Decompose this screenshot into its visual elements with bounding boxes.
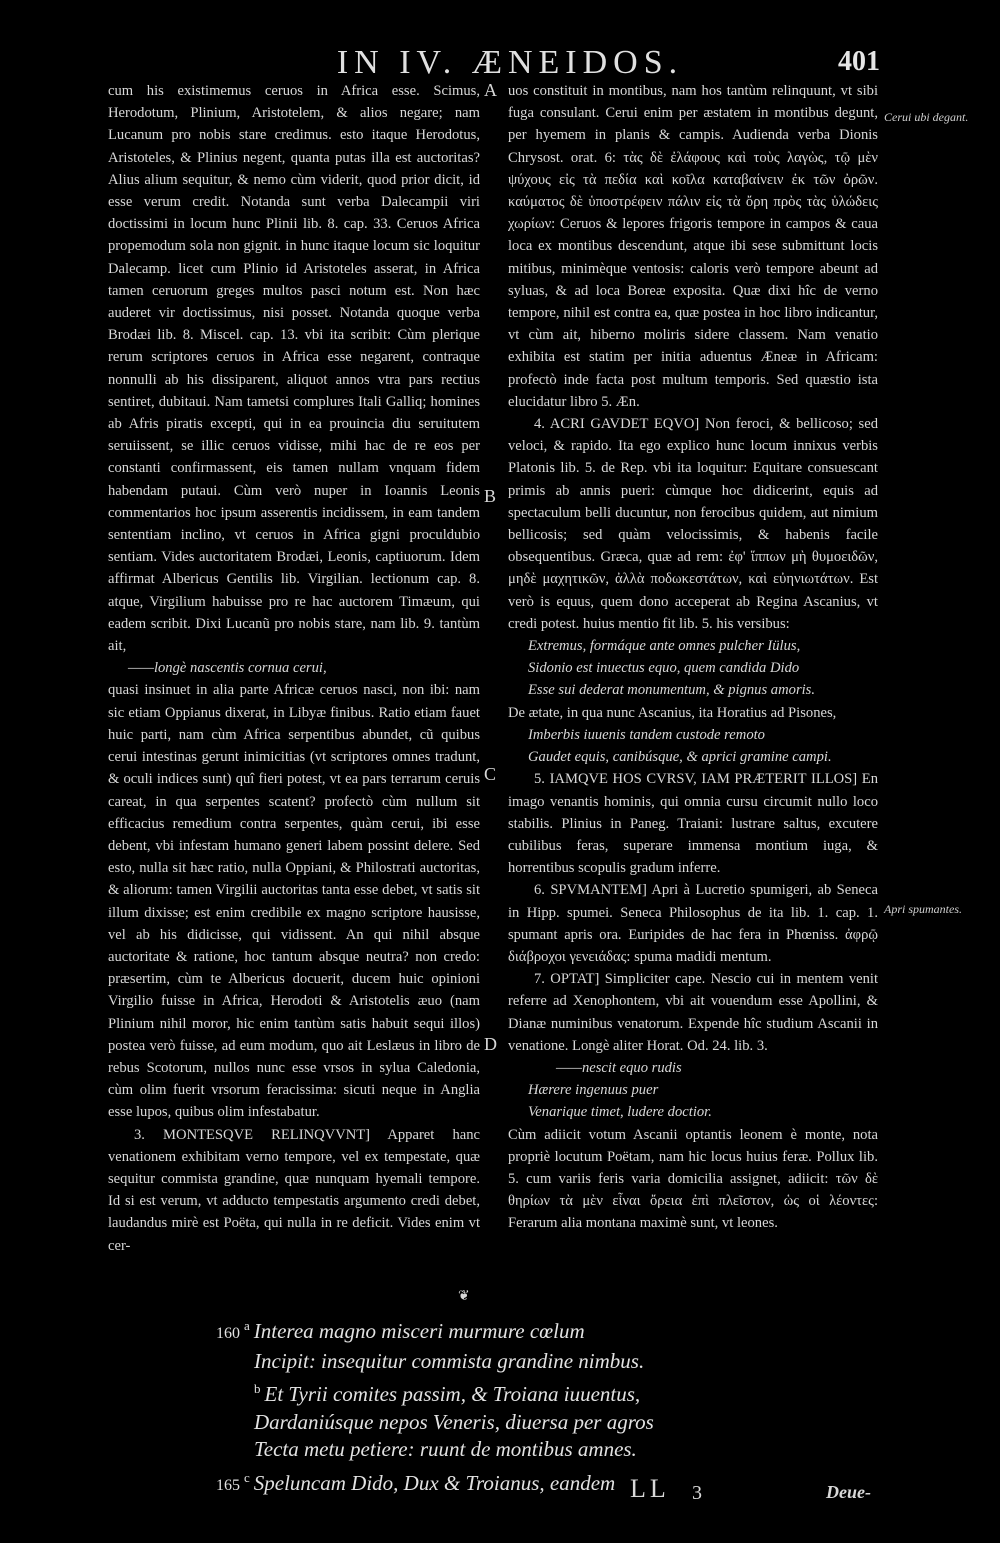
verse-text: Incipit: insequitur commista grandine nimbus. xyxy=(254,1348,645,1373)
verse-line-1 xyxy=(216,1312,776,1348)
right-paragraph-1: uos constituit in montibus, nam hos tantùm relinquunt, vt sibi fuga consulant. Cerui enim per æstatem in montibus degunt, per hyemem in planis & campis. Audienda verba Dionis Chrysost. orat. 6: τὰς δὲ ἐλάφους καὶ τοὺς λαγὼς, τῷ μὲν ψύχους εἰς τὰ πεδία καὶ κοῖλα καταβαίνειν ἐκ τῶν ὀρῶν. καύματος δὲ ὑποστρέφειν πάλιν εἰς τὰ ὄρη πρὸς τὰς ὑλώδεις χωρίων: Ceruos & lepores frigoris tempore in campos & caua loca ex montibus descendunt, atque ibi sese submittunt locis mitibus, minimèque ventosis: caloris verò tempore abeunt ad syluas, & ad loca Boreæ exposita. Quæ dixi hîc de verno tempore, nihil est contra ea, quæ postea in hoc libro indicantur, vt cùm ait, hiberno moliris sidere classem. Nam venatio exhibita est statim per initia aduentus Æneæ in Africam: profectò inde facta post multum temporis. Sed quæstio ista elucidatur libro 5. Æn. xyxy=(508,83,878,410)
left-paragraph-3: 3. MONTESQVE RELINQVVNT] Apparet hanc venationem exhibitam verno tempore, vel ex tempestate, quæ sequitur commista grandine, quæ nunquam hyemali tempore. Id si est verum, vt adducto tempestatis argumento credi debet, laudandus mirè est Poëta, qui nulla in re deficit. Vides enim vt cer- xyxy=(108,1126,480,1254)
right-quote-line-1: Extremus, formáque ante omnes pulcher Iülus, xyxy=(528,638,801,655)
verse-text: Interea magno misceri murmure cœlum xyxy=(253,1319,585,1343)
right-column xyxy=(508,80,878,1235)
left-paragraph-2: quasi insinuet in alia parte Africæ ceruos nasci, non ibi: nam sic etiam Oppianus dixerat, in Libyæ finibus. Ratio etiam fauet huic parti, nam cùm Africa serpentibus abundet, cũ quibus cerui intestinas gerunt inimicitias (vt scriptores omnes tradunt, & oculi indices sunt) quî fieri potest, vt ea pars terrarum ceruis careat, in qua serpentes scatent? profectò cùm nullum sit efficacius remedium contra serpentes, quàm cerui, ibi esse debent, vbi infestam humano generi labem possint delere. Sed esto, nulla sit hæc ratio, nulla Oppiani, & Philostrati auctoritas, & aliorum: tamen Virgilii auctoritas tanta esse debet, vt satis sit illum dixisse; est enim credibile ex magno scriptore hausisse, vel ab his didicisse, qui vidissent. An qui nihil absque auctoritate & ratione, hoc tantum absque neutra? non credo: præsertim, cùm te Albericus docuerit, ducem huic opinioni Virgilio fuisse in Africa, Herodoti & Aristotelis æuo (nam Plinium nihil moror, hic enim tantùm satis habuit sequi illos) postea verò fuisse, ad eum modum, quo ait Leslæus in libro de rebus Scotorum, nullos nunc esse vrsos in sylua Caledonia, cùm olim fuerit vrsorum feracissima: sicuti neque in Anglia esse lupos, quibus olim infestabatur. xyxy=(108,682,480,1121)
left-paragraph-1: cum his existimemus ceruos in Africa esse. Scimus, Herodotum, Plinium, Aristotelem, & alios negare; nam Lucanum pro nobis stare credimus. esto itaque Herodotus, Aristoteles, & Plinius negent, quanta putas illa est auctoritas? Alius alium sequitur, & nemo cùm viderit, quod prior dicit, id esse verum credit. Notanda sunt verba Dalecampii viri doctissimi in locum hunc Plinii lib. 8. cap. 33. Ceruos Africa propemodum sola non gignit. in hunc itaque locum sic loquitur Dalecamp. licet cum Plinio id Aristoteles asserat, in Africa tamen ceruorum greges multos pasci notum est. Non hæc auderet vir doctissimus, nisi posset. Notanda quoque verba Brodæi lib. 8. Miscel. cap. 13. vbi ita scribit: Cùm plerique rerum scriptores ceruos in Africa esse negarent, contraque nonnulli ab his dissiparent, aliquot annos vtra pars rectius sentiret, dubitaui. Nam tametsi complures Itali Galliq; homines ab Afris piratis excepti, qui in ea prouincia diu seruitutem seruiissent, se illic ceruos vidisse, mihi hac de re eos per constanti confirmassent, eis tamen nullam vnquam fidem habendam putaui. Cùm verò nuper in Ioannis Leonis commentarios hoc ipsum asserentis incidissem, in eam tandem sententiam inclino, vt ceruos in Africa gigni proculdubio sentiam. Vides auctoritatem Brodæi, Leonis, captiuorum. Idem affirmat Albericus Gentilis lib. Virgilian. lectionum cap. 8. atque, Virgilium habuisse pro re hac auctorem Timæum, qui eadem scribit. Dixi Lucanũ pro nobis stare, nam lib. 9. tantùm ait, xyxy=(108,83,480,655)
right-quote-line-8: Venarique timet, ludere doctior. xyxy=(528,1104,712,1121)
verse-line-2 xyxy=(216,1348,776,1376)
right-paragraph-4: 5. IAMQVE HOS CVRSV, IAM PRÆTERIT ILLOS] En imago venantis hominis, qui omnia cursu circumit nullo loco stabilis. Plinius in Paneg. Traiani: lustrare saltus, excutere cubilibus feras, superare immensa montium iuga, & horrentibus scopulis gradum inferre. xyxy=(508,771,878,877)
verse-text: Speluncam Dido, Dux & Troianus, eandem xyxy=(253,1470,616,1495)
right-quote-line-3: Esse sui dederat monumentum, & pignus amoris. xyxy=(528,682,816,699)
left-quote: ——longè nascentis cornua cerui, xyxy=(128,660,327,677)
verse-line-4 xyxy=(216,1409,776,1437)
right-paragraph-2: 4. ACRI GAVDET EQVO] Non feroci, & bellicoso; sed veloci, & rapido. Ita ego explico hunc locum innixus verbis Platonis lib. 5. de Rep. vbi ita loquitur: Equitare consuescant primis ab annis pueri: cùmque hoc didicerint, equis ad spectaculum belli ducuntur, non ferocibus quidem, aut nimium bellicosis; sed quàm velocissimis, & habenis facile obsequentibus. Græca, quæ ad rem: ἐφ' ἵππων μὴ θυμοειδῶν, μηδὲ μαχητικῶν, ἀλλὰ ποδωκεστάτων, καὶ εὐηνιωτάτων. Est verò is equus, quem dono acceperat ab Regina Ascanius, vt credi potest. huius mentio fit lib. 5. his versibus: xyxy=(508,416,878,632)
signature-number: 3 xyxy=(692,1482,702,1504)
verse-line-number: 165 xyxy=(216,1476,240,1494)
section-marker-a: A xyxy=(484,80,497,100)
right-paragraph-7: Cùm adiicit votum Ascanii optantis leonem è monte, nota propriè locutum Poëtam, nam hic locus huius feræ. Pollux lib. 5. cum variis feris varia domicilia assignet, adiicit: τῶν δὲ θηρίων τὰ μὲν εἶναι ὄρεια ἐπὶ πλεῖστον, ὡς οἱ λέοντες: Ferarum alia montana maximè sunt, vt leones. xyxy=(508,1126,878,1232)
right-quote-line-4: Imberbis iuuenis tandem custode remoto xyxy=(528,726,765,743)
verse-text: Et Tyrii comites passim, & Troiana iuuentus, xyxy=(264,1382,641,1407)
verse-line-number: 160 xyxy=(216,1325,240,1342)
running-title: IN IV. ÆNEIDOS. xyxy=(336,44,684,81)
right-quote-line-7: Hærere ingenuus puer xyxy=(528,1082,659,1099)
section-marker-d: D xyxy=(484,1034,497,1054)
margin-note-apri: Apri spumantes. xyxy=(884,902,962,916)
verse-note-mark: b xyxy=(254,1381,261,1397)
fleuron-ornament: ❦ xyxy=(458,1289,470,1304)
catchword: Deue- xyxy=(826,1482,871,1502)
verse-line-3 xyxy=(216,1375,776,1409)
signature-mark: LL xyxy=(630,1474,670,1503)
section-marker-b: B xyxy=(484,486,497,506)
section-marker-c: C xyxy=(484,764,497,784)
verse-note-mark: c xyxy=(244,1469,250,1485)
right-quote-line-6: ——nescit equo rudis xyxy=(556,1059,682,1076)
right-quote-line-2: Sidonio est inuectus equo, quem candida Dido xyxy=(528,660,800,677)
verse-line-5 xyxy=(216,1436,776,1464)
right-paragraph-6: 7. OPTAT] Simpliciter cape. Nescio cui in mentem venit referre ad Xenophontem, vbi ait vouendum esse Apollini, & Dianæ numinibus venatorum. Expende hîc studium Ascanii in venatione. Longè aliter Horat. Od. 24. lib. 3. xyxy=(508,971,878,1054)
right-paragraph-5: 6. SPVMANTEM] Apri à Lucretio spumigeri, ab Seneca in Hipp. spumei. Seneca Philosophus de ita lib. 1. cap. 1. spumant apris ora. Euripides de hac fera in Phœniss. ἀφρῷ διάβροχοι γενειάδας: spuma madidi mentum. xyxy=(508,882,878,965)
verse-passage xyxy=(216,1312,776,1500)
verse-text: Tecta metu petiere: ruunt de montibus amnes. xyxy=(254,1437,637,1462)
verse-note-mark: a xyxy=(244,1318,250,1333)
right-paragraph-3: De ætate, in qua nunc Ascanius, ita Horatius ad Pisones, xyxy=(508,704,837,721)
margin-note-cerui: Cerui ubi degant. xyxy=(884,110,969,124)
right-quote-line-5: Gaudet equis, canibúsque, & aprici gramine campi. xyxy=(528,749,832,766)
page-number: 401 xyxy=(838,46,880,77)
left-column xyxy=(108,80,480,1257)
verse-text: Dardaniúsque nepos Veneris, diuersa per agros xyxy=(254,1409,654,1434)
